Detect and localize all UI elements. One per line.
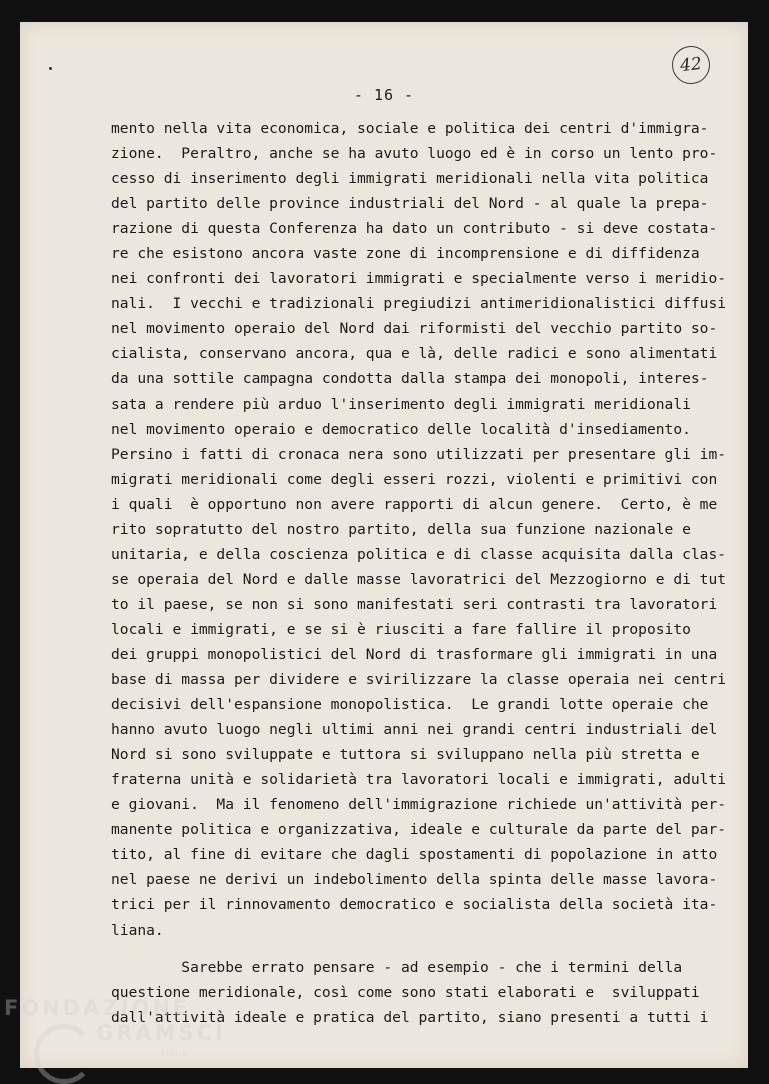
document-page — [20, 22, 748, 1068]
text-line: da una sottile campagna condotta dalla stampa dei monopoli, interes- — [111, 370, 709, 388]
text-line: del partito delle province industriali del Nord - al quale la prepa- — [111, 195, 709, 213]
page-number: - 16 - — [353, 86, 415, 104]
text-line: decisivi dell'espansione monopolistica. Le grandi lotte operaie che — [111, 696, 709, 714]
watermark-line-2: GRAMSCI — [96, 1021, 226, 1045]
text-line: nel movimento operaio e democratico delle località d'insediamento. — [111, 420, 691, 438]
text-line: tito, al fine di evitare che dagli spostamenti di popolazione in atto — [111, 846, 718, 864]
text-line: trici per il rinnovamento democratico e socialista della società ita- — [111, 896, 718, 914]
text-line: nali. I vecchi e tradizionali pregiudizi antimeridionalistici diffusi — [111, 295, 727, 313]
text-line: cesso di inserimento degli immigrati meridionali nella vita politica — [111, 170, 709, 188]
paragraph-2 — [111, 955, 751, 1030]
typewritten-body — [111, 116, 751, 1030]
paper-speck — [49, 67, 52, 70]
text-line: cialista, conservano ancora, qua e là, delle radici e sono alimentati — [111, 345, 718, 363]
paragraph-1 — [111, 116, 751, 943]
watermark-subtitle: onlus — [160, 1048, 187, 1059]
text-line: Nord si sono sviluppate e tuttora si sviluppano nella più stretta e — [111, 746, 700, 764]
text-line: rito sopratutto del nostro partito, della sua funzione nazionale e — [111, 520, 691, 538]
paragraph-gap — [111, 943, 751, 955]
text-line: migrati meridionali come degli esseri rozzi, violenti e primitivi con — [111, 470, 718, 488]
text-line: manente politica e organizzativa, ideale e culturale da parte del par- — [111, 821, 727, 839]
text-line: e giovani. Ma il fenomeno dell'immigrazione richiede un'attività per- — [111, 796, 727, 814]
text-line: questione meridionale, così come sono stati elaborati e sviluppati — [111, 983, 700, 1001]
text-line: liana. — [111, 921, 164, 939]
text-line: fraterna unità e solidarietà tra lavoratori locali e immigrati, adulti — [111, 771, 727, 789]
text-line: dall'attività ideale e pratica del partito, siano presenti a tutti i — [111, 1008, 709, 1026]
text-line: nei confronti dei lavoratori immigrati e specialmente verso i meridio- — [111, 270, 727, 288]
text-line: hanno avuto luogo negli ultimi anni nei grandi centri industriali del — [111, 721, 718, 739]
handwritten-folio-number: 42 — [670, 44, 712, 86]
text-line: dei gruppi monopolistici del Nord di trasformare gli immigrati in una — [111, 645, 718, 663]
text-line: nel paese ne derivi un indebolimento della spinta delle masse lavora- — [111, 871, 718, 889]
text-line: locali e immigrati, e se si è riusciti a fare fallire il proposito — [111, 620, 691, 638]
text-line: Sarebbe errato pensare - ad esempio - che i termini della — [111, 958, 683, 976]
text-line: se operaia del Nord e dalle masse lavoratrici del Mezzogiorno e di tut — [111, 570, 727, 588]
text-line: razione di questa Conferenza ha dato un contributo - si deve costata- — [111, 220, 718, 238]
text-line: base di massa per dividere e svirilizzare la classe operaia nei centri — [111, 671, 727, 689]
text-line: Persino i fatti di cronaca nera sono utilizzati per presentare gli im- — [111, 445, 727, 463]
text-line: unitaria, e della coscienza politica e di classe acquisita dalla clas- — [111, 545, 727, 563]
watermark-line-1: FONDAZIONE — [4, 996, 191, 1020]
text-line: nel movimento operaio del Nord dai riformisti del vecchio partito so- — [111, 320, 718, 338]
text-line: i quali è opportuno non avere rapporti di alcun genere. Certo, è me — [111, 495, 718, 513]
text-line: re che esistono ancora vaste zone di incomprensione e di diffidenza — [111, 245, 700, 263]
text-line: zione. Peraltro, anche se ha avuto luogo ed è in corso un lento pro- — [111, 145, 718, 163]
text-line: mento nella vita economica, sociale e politica dei centri d'immigra- — [111, 120, 709, 137]
text-line: to il paese, se non si sono manifestati seri contrasti tra lavoratori — [111, 595, 718, 613]
text-line: sata a rendere più arduo l'inserimento degli immigrati meridionali — [111, 395, 691, 413]
